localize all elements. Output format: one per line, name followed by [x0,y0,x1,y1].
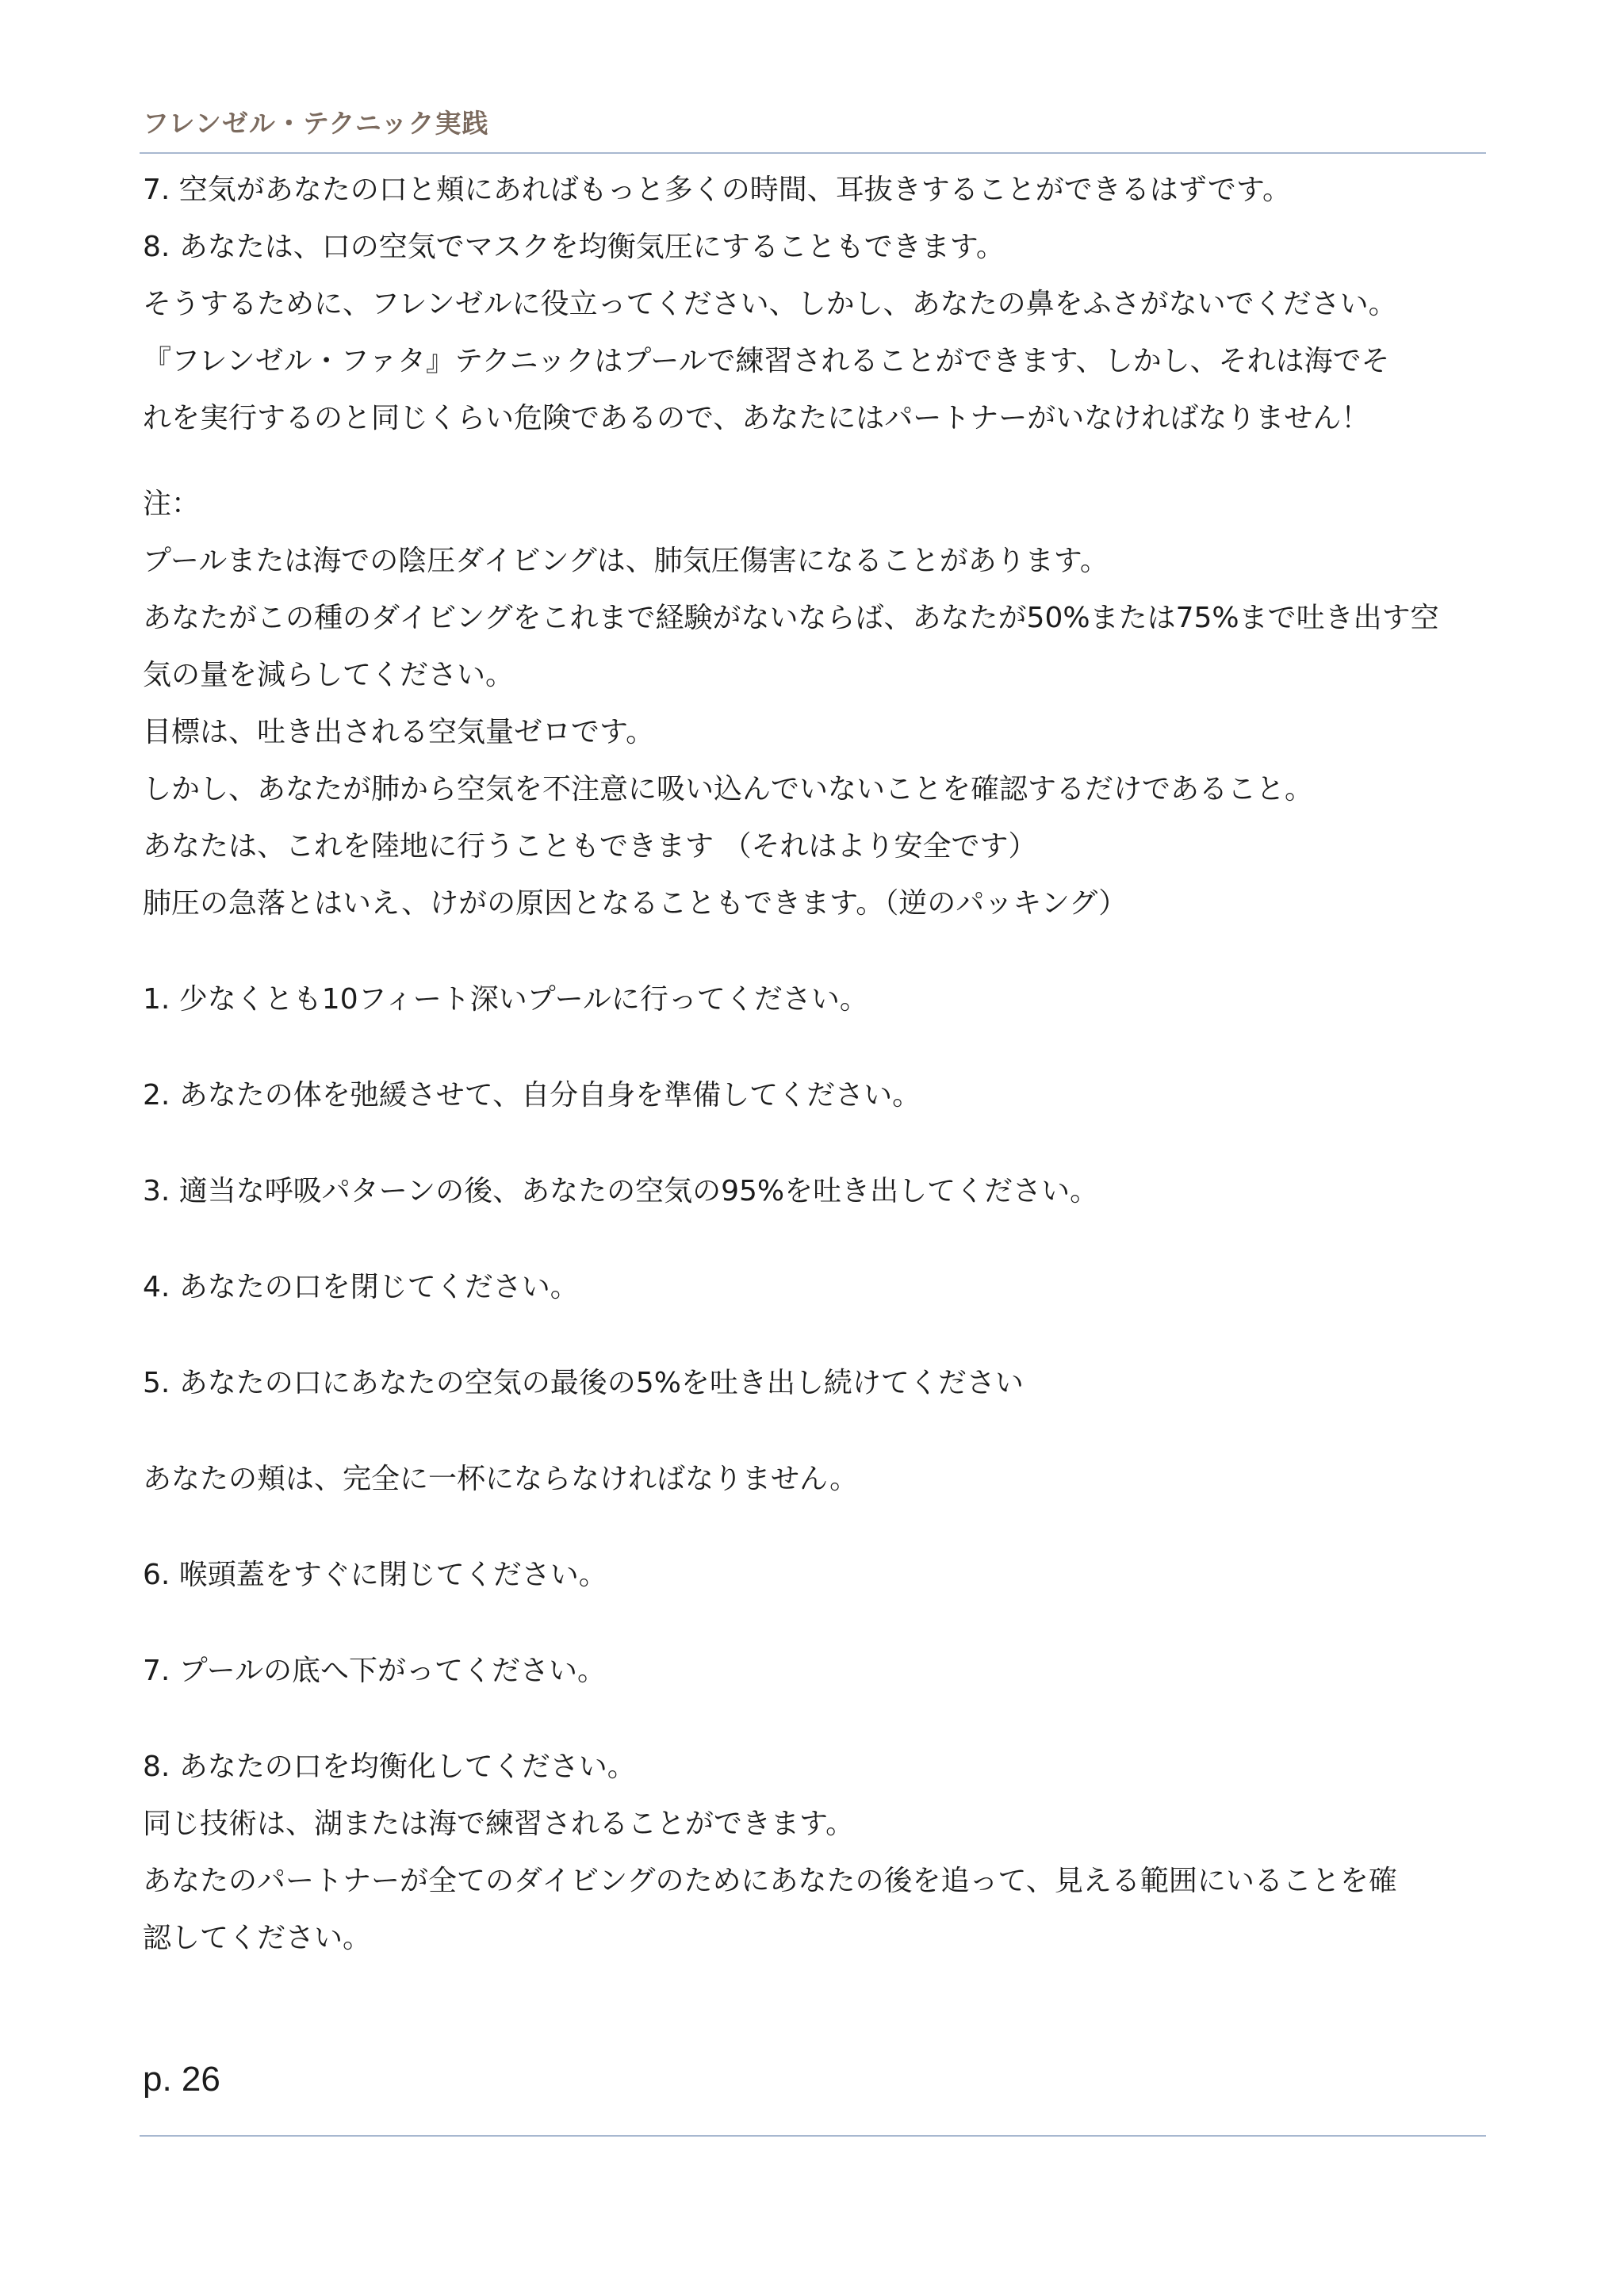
paragraph-line: れを実行するのと同じくらい危険であるので、あなたにはパートナーがいなければなりません！ [143,402,1370,434]
note-label: 注： [143,488,201,520]
step-item: 3. 適当な呼吸パターンの後、あなたの空気の95%を吐き出してください。 [143,1175,1099,1207]
spacer [143,1604,1491,1643]
spacer [143,447,1491,476]
paragraph-line: 8. あなたは、口の空気でマスクを均衡気圧にすることもできます。 [143,231,1005,263]
footer-divider [140,2135,1486,2137]
page-body [143,162,1491,1967]
paragraph-line: 7. 空気があなたの口と頬にあればもっと多くの時間、耳抜きすることができるはずです。 [143,174,1291,206]
running-header-title: フレンゼル・テクニック実践 [143,108,489,139]
paragraph-line: 同じ技術は、湖または海で練習されることができます。 [143,1808,855,1840]
step-item: 7. プールの底へ下がってください。 [143,1655,606,1687]
step-item: 5. あなたの口にあなたの空気の最後の5%を吐き出し続けてください [143,1367,1024,1399]
paragraph-line: あなたは、これを陸地に行うこともできます （それはより安全です） [143,830,1037,863]
spacer [143,1028,1491,1067]
paragraph-line: 認してください。 [143,1922,372,1954]
spacer [143,1700,1491,1739]
header-divider [140,152,1486,154]
paragraph-line: しかし、あなたが肺から空気を不注意に吸い込んでいないことを確認するだけであること。 [143,773,1314,806]
step-item: 1. 少なくとも10フィート深いプールに行ってください。 [143,983,868,1016]
step-item: 2. あなたの体を弛緩させて、自分自身を準備してください。 [143,1079,921,1112]
paragraph-line: そうするために、フレンゼルに役立ってください、しかし、あなたの鼻をふさがないでください。 [143,288,1397,320]
page-number: p. 26 [143,2060,220,2099]
spacer [143,1124,1491,1163]
paragraph-line: プールまたは海での陰圧ダイビングは、肺気圧傷害になることがあります。 [143,545,1109,577]
paragraph-line: 気の量を減らしてください。 [143,659,515,691]
spacer [143,932,1491,971]
step-item: あなたの頬は、完全に一杯にならなければなりません。 [143,1463,859,1495]
paragraph-line: 『フレンゼル・ファタ』テクニックはプールで練習されることができます、しかし、それは海でそ [143,345,1390,377]
step-item: 8. あなたの口を均衡化してください。 [143,1751,636,1783]
spacer [143,1508,1491,1547]
step-item: 4. あなたの口を閉じてください。 [143,1271,579,1303]
paragraph-line: 目標は、吐き出される空気量ゼロです。 [143,716,655,748]
spacer [143,1412,1491,1451]
paragraph-line: あなたのパートナーが全てのダイビングのためにあなたの後を追って、見える範囲にいることを確 [143,1865,1397,1897]
step-item: 6. 喉頭蓋をすぐに閉じてください。 [143,1559,607,1591]
paragraph-line: 肺圧の急落とはいえ、けがの原因となることもできます。（逆のパッキング） [143,887,1128,920]
spacer [143,1316,1491,1355]
paragraph-line: あなたがこの種のダイビングをこれまで経験がないならば、あなたが50%または75%まで吐き出す空 [143,602,1439,634]
spacer [143,1220,1491,1259]
